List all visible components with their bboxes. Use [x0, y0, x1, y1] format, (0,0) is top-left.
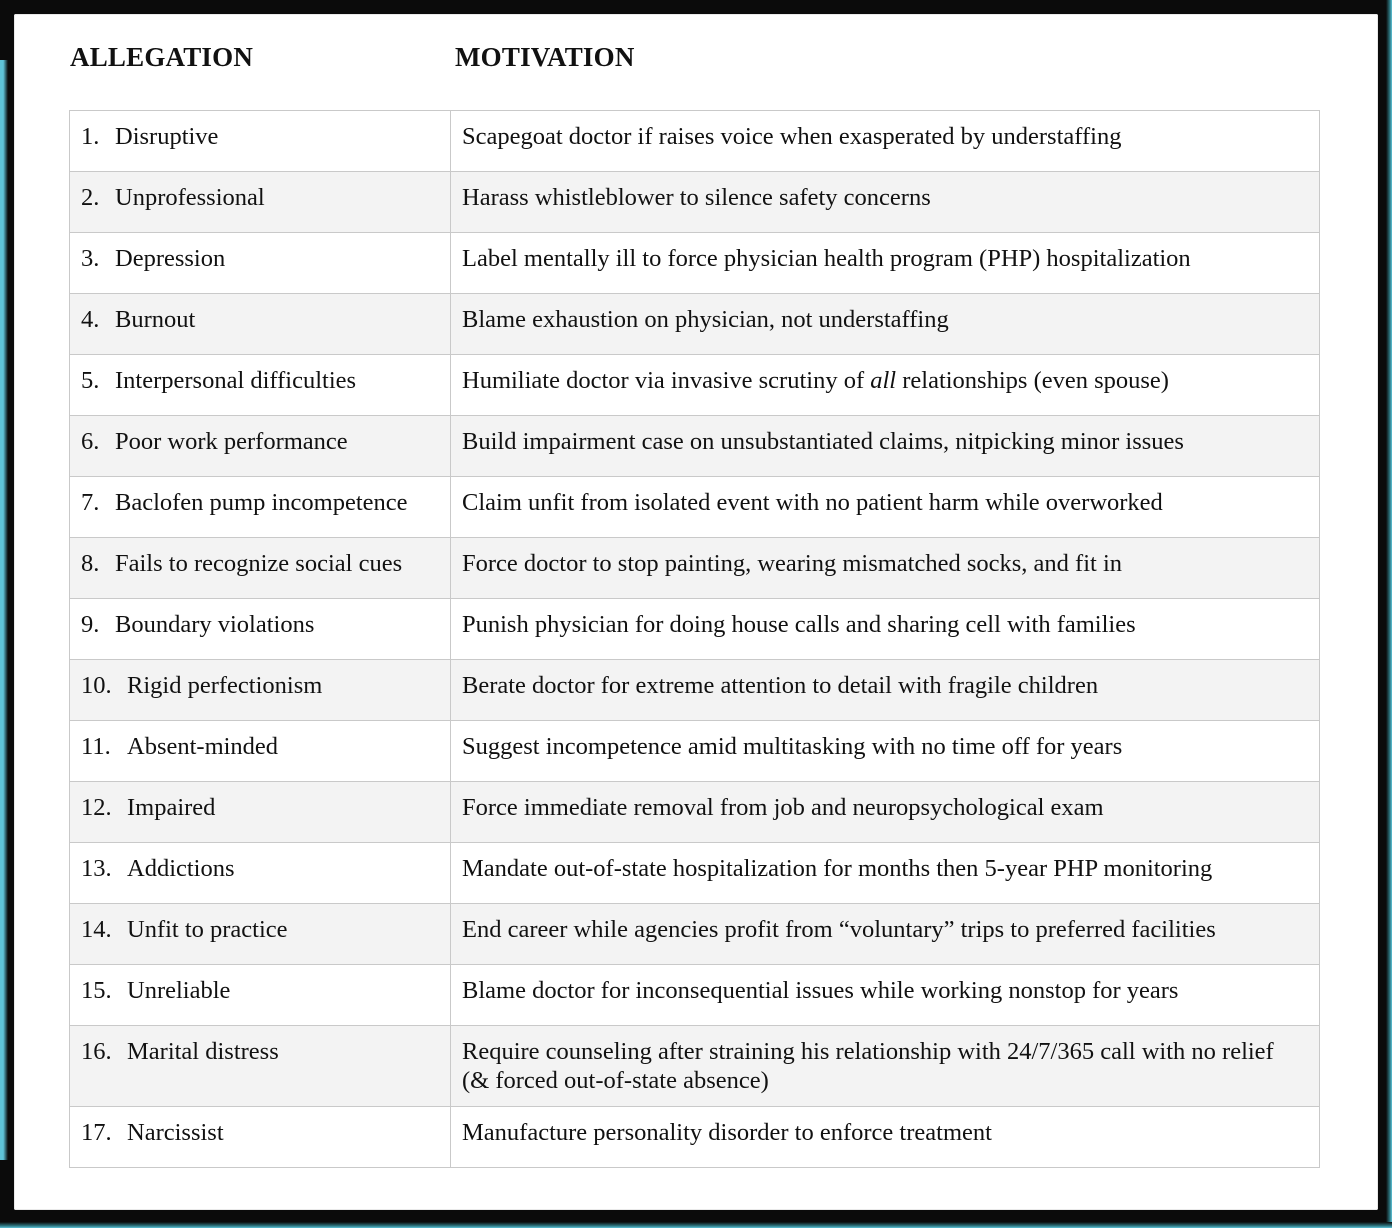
item-number: 2. [81, 184, 100, 211]
frame-accent-left [0, 60, 8, 1160]
allegation-cell [70, 721, 451, 782]
item-number: 5. [81, 367, 100, 394]
table-row [70, 721, 1320, 782]
table-row [70, 111, 1320, 172]
allegation-text: Depression [115, 245, 226, 272]
allegation-cell [70, 111, 451, 172]
allegation-cell [70, 782, 451, 843]
motivation-cell: Mandate out-of-state hospitalization for months then 5-year PHP monitoring [451, 843, 1320, 904]
allegation-cell [70, 294, 451, 355]
item-number: 1. [81, 123, 100, 150]
table-row [70, 904, 1320, 965]
header-motivation: MOTIVATION [455, 42, 635, 72]
motivation-cell: Berate doctor for extreme attention to detail with fragile children [451, 660, 1320, 721]
motivation-cell: Punish physician for doing house calls and sharing cell with families [451, 599, 1320, 660]
motivation-cell: Blame doctor for inconsequential issues while working nonstop for years [451, 965, 1320, 1026]
allegation-text: Unprofessional [115, 184, 265, 211]
allegation-cell [70, 843, 451, 904]
item-number: 14. [81, 916, 112, 943]
motivation-text: Humiliate doctor via invasive scrutiny of [462, 367, 871, 394]
item-number: 10. [81, 672, 112, 699]
allegation-text: Poor work performance [115, 428, 348, 455]
table-row [70, 965, 1320, 1026]
motivation-emphasis: all [870, 367, 897, 394]
item-number: 9. [81, 611, 100, 638]
allegation-text: Boundary violations [115, 611, 315, 638]
item-number: 6. [81, 428, 100, 455]
motivation-cell: End career while agencies profit from “voluntary” trips to preferred facilities [451, 904, 1320, 965]
allegation-cell [70, 172, 451, 233]
table-row [70, 843, 1320, 904]
allegation-cell [70, 599, 451, 660]
motivation-cell: Harass whistleblower to silence safety concerns [451, 172, 1320, 233]
allegation-cell [70, 538, 451, 599]
motivation-cell: Manufacture personality disorder to enforce treatment [451, 1107, 1320, 1168]
allegation-text: Marital distress [127, 1038, 279, 1065]
item-number: 7. [81, 489, 100, 516]
motivation-cell: Scapegoat doctor if raises voice when exasperated by understaffing [451, 111, 1320, 172]
allegation-text: Unfit to practice [127, 916, 288, 943]
allegation-text: Disruptive [115, 123, 219, 150]
allegation-cell [70, 1107, 451, 1168]
table-row [70, 477, 1320, 538]
item-number: 8. [81, 550, 100, 577]
motivation-cell: Require counseling after straining his relationship with 24/7/365 call with no relief (& forced out-of-state absence) [451, 1026, 1320, 1107]
frame-accent-right [1386, 0, 1392, 1228]
item-number: 17. [81, 1119, 112, 1146]
item-number: 12. [81, 794, 112, 821]
table-row [70, 1026, 1320, 1107]
allegation-text: Narcissist [127, 1119, 224, 1146]
motivation-cell: Force doctor to stop painting, wearing mismatched socks, and fit in [451, 538, 1320, 599]
allegation-text: Baclofen pump incompetence [115, 489, 408, 516]
allegation-text: Absent-minded [127, 733, 279, 760]
column-headers [70, 42, 1322, 76]
allegation-cell [70, 904, 451, 965]
allegation-text: Impaired [127, 794, 216, 821]
motivation-cell [451, 355, 1320, 416]
motivation-cell: Suggest incompetence amid multitasking with no time off for years [451, 721, 1320, 782]
table-row [70, 172, 1320, 233]
table-row [70, 660, 1320, 721]
table-row [70, 1107, 1320, 1168]
allegation-cell [70, 233, 451, 294]
allegation-text: Addictions [127, 855, 235, 882]
allegation-text: Burnout [115, 306, 196, 333]
allegation-cell [70, 355, 451, 416]
motivation-text: relationships (even spouse) [896, 367, 1169, 394]
allegation-text: Fails to recognize social cues [115, 550, 403, 577]
motivation-cell: Blame exhaustion on physician, not understaffing [451, 294, 1320, 355]
allegation-cell [70, 965, 451, 1026]
item-number: 11. [81, 733, 111, 760]
allegation-cell [70, 416, 451, 477]
motivation-cell: Force immediate removal from job and neuropsychological exam [451, 782, 1320, 843]
frame-accent-bottom [0, 1222, 1392, 1228]
table-row [70, 416, 1320, 477]
table-row [70, 294, 1320, 355]
item-number: 16. [81, 1038, 112, 1065]
table-row [70, 599, 1320, 660]
header-allegation: ALLEGATION [70, 42, 254, 72]
allegation-cell [70, 1026, 451, 1107]
allegation-text: Interpersonal difficulties [115, 367, 357, 394]
table-row [70, 355, 1320, 416]
allegation-cell [70, 660, 451, 721]
allegation-motivation-table [69, 110, 1320, 1168]
table-row [70, 782, 1320, 843]
item-number: 4. [81, 306, 100, 333]
item-number: 3. [81, 245, 100, 272]
item-number: 13. [81, 855, 112, 882]
allegation-text: Unreliable [127, 977, 231, 1004]
motivation-cell: Claim unfit from isolated event with no patient harm while overworked [451, 477, 1320, 538]
item-number: 15. [81, 977, 112, 1004]
motivation-cell: Label mentally ill to force physician health program (PHP) hospitalization [451, 233, 1320, 294]
allegation-text: Rigid perfectionism [127, 672, 323, 699]
allegation-cell [70, 477, 451, 538]
table-row [70, 233, 1320, 294]
table-row [70, 538, 1320, 599]
motivation-cell: Build impairment case on unsubstantiated claims, nitpicking minor issues [451, 416, 1320, 477]
